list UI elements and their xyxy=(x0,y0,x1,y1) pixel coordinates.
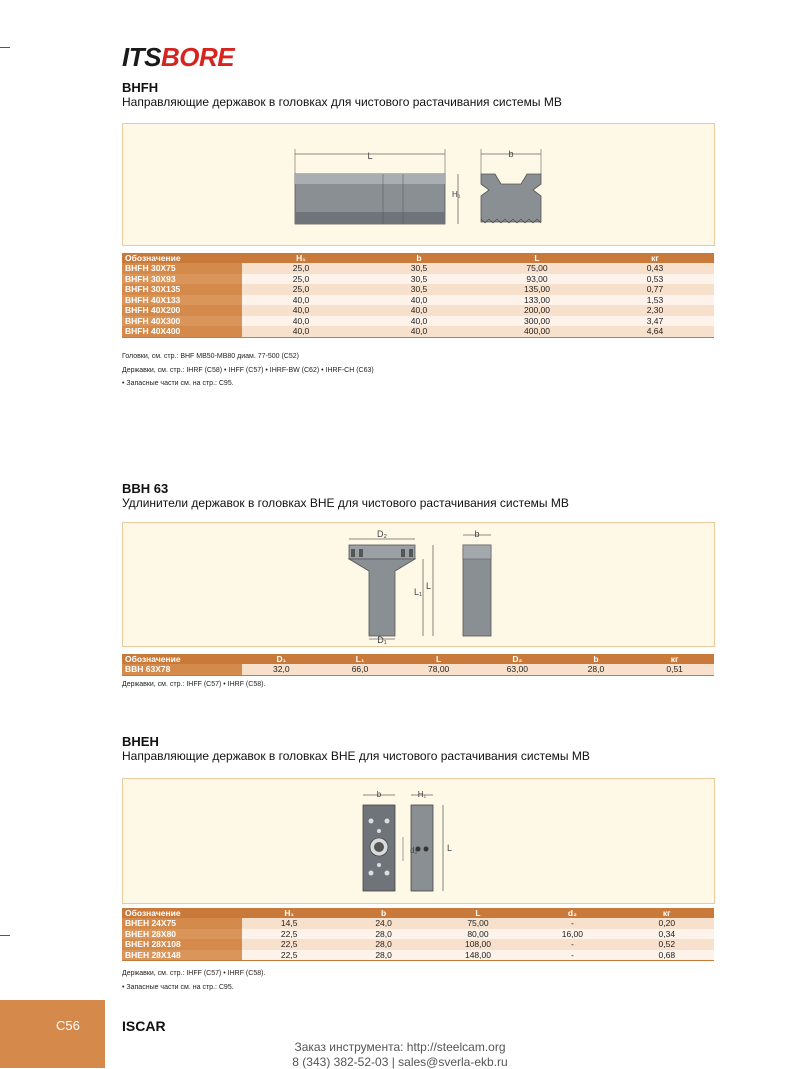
table-row xyxy=(122,284,714,295)
table-header-row xyxy=(122,908,714,918)
table-cell: 40,0 xyxy=(242,316,360,327)
table-row xyxy=(122,929,714,940)
table-cell: - xyxy=(525,918,619,929)
table-row xyxy=(122,295,714,306)
col-header: L xyxy=(431,908,525,918)
footer-line-1: Заказ инструмента: http://steelcam.org xyxy=(294,1040,506,1054)
table-cell: 80,00 xyxy=(431,929,525,940)
dim-label-b: b xyxy=(508,149,514,159)
table-cell: BHEH 28X108 xyxy=(122,939,242,950)
figure-bhfh xyxy=(122,123,715,246)
table-cell: BHFH 40X400 xyxy=(122,326,242,337)
spec-table-bhfh xyxy=(122,253,714,338)
table-cell: BHFH 40X133 xyxy=(122,295,242,306)
table-cell: 28,0 xyxy=(557,664,636,675)
col-header: L xyxy=(478,253,596,263)
dim-label-d2: d₂ xyxy=(410,846,418,855)
table-cell: 22,5 xyxy=(242,929,336,940)
table-row xyxy=(122,305,714,316)
table-cell: 0,53 xyxy=(596,274,714,285)
table-cell: 300,00 xyxy=(478,316,596,327)
table-cell: 108,00 xyxy=(431,939,525,950)
dim-label-L1: L₁ xyxy=(414,587,423,597)
col-header: b xyxy=(360,253,478,263)
table-cell: 28,0 xyxy=(336,939,430,950)
table-cell: BHFH 40X300 xyxy=(122,316,242,327)
page-number: C56 xyxy=(56,1018,80,1033)
logo-part2: BORE xyxy=(160,42,235,72)
table-cell: 0,34 xyxy=(620,929,714,940)
table-cell: BHFH 30X93 xyxy=(122,274,242,285)
dim-label-L: L xyxy=(367,151,373,161)
note: Державки, см. стр.: IHFF (C57) • IHRF (C58). xyxy=(122,681,266,688)
table-cell: 40,0 xyxy=(242,305,360,316)
table-cell: 22,5 xyxy=(242,950,336,961)
table-cell: 63,00 xyxy=(478,664,557,675)
dim-label-L: L xyxy=(447,843,453,853)
spec-table-bheh xyxy=(122,908,714,961)
table-cell: BHFH 30X135 xyxy=(122,284,242,295)
table-cell: 0,52 xyxy=(620,939,714,950)
note: Державки, см. стр.: IHRF (C58) • IHFF (C57) • IHRF-BW (C62) • IHRF-CH (C63) xyxy=(122,367,374,374)
table-cell: 22,5 xyxy=(242,939,336,950)
col-header: L₁ xyxy=(321,654,400,664)
table-cell: 40,0 xyxy=(360,295,478,306)
col-header: D₁ xyxy=(242,654,321,664)
spec-table-bbh xyxy=(122,654,714,676)
dim-label-b: b xyxy=(474,529,480,539)
dim-label-b: b xyxy=(376,790,382,799)
section-code-bhfh: BHFH xyxy=(122,80,159,95)
col-header: b xyxy=(336,908,430,918)
col-header: кг xyxy=(596,253,714,263)
table-cell: BHFH 30X75 xyxy=(122,263,242,274)
table-cell: 16,00 xyxy=(525,929,619,940)
table-cell: 40,0 xyxy=(360,305,478,316)
table-cell: 75,00 xyxy=(431,918,525,929)
table-cell: BHEH 28X80 xyxy=(122,929,242,940)
table-cell: 24,0 xyxy=(336,918,430,929)
table-cell: 32,0 xyxy=(242,664,321,675)
section-desc-bhfh: Направляющие державок в головках для чистового растачивания системы MB xyxy=(122,95,562,109)
table-header-row xyxy=(122,654,714,664)
table-cell: 148,00 xyxy=(431,950,525,961)
table-cell: 0,20 xyxy=(620,918,714,929)
table-cell: - xyxy=(525,939,619,950)
crop-mark xyxy=(0,47,10,48)
table-cell: 28,0 xyxy=(336,950,430,961)
table-cell: 400,00 xyxy=(478,326,596,337)
table-cell: 30,5 xyxy=(360,274,478,285)
col-header: H₁ xyxy=(242,908,336,918)
col-header: H₁ xyxy=(242,253,360,263)
col-header: Обозначение xyxy=(122,908,242,918)
table-cell: BHEH 28X148 xyxy=(122,950,242,961)
table-cell: 14,5 xyxy=(242,918,336,929)
table-cell: 93,00 xyxy=(478,274,596,285)
table-cell: 25,0 xyxy=(242,263,360,274)
table-row xyxy=(122,263,714,274)
table-cell: 0,43 xyxy=(596,263,714,274)
itsbore-logo xyxy=(122,42,234,73)
table-cell: 1,53 xyxy=(596,295,714,306)
dim-label-L: L xyxy=(426,581,432,591)
table-row xyxy=(122,939,714,950)
section-desc-bbh: Удлинители державок в головках BHE для чистового растачивания системы MB xyxy=(122,496,569,510)
brand-label: ISCAR xyxy=(122,1018,166,1034)
col-header: D₂ xyxy=(478,654,557,664)
logo-part1: ITS xyxy=(122,42,161,72)
table-row xyxy=(122,918,714,929)
table-cell: 30,5 xyxy=(360,263,478,274)
figure-bheh xyxy=(122,778,715,904)
table-cell: 133,00 xyxy=(478,295,596,306)
table-cell: 135,00 xyxy=(478,284,596,295)
crop-mark xyxy=(0,935,10,936)
note: • Запасные части см. на стр.: C95. xyxy=(122,984,234,991)
bheh-drawing xyxy=(123,779,714,903)
section-code-bheh: BHEH xyxy=(122,734,159,749)
table-cell: BHFH 40X200 xyxy=(122,305,242,316)
col-header: Обозначение xyxy=(122,253,242,263)
table-row xyxy=(122,664,714,675)
figure-bbh xyxy=(122,522,715,647)
bhfh-drawing xyxy=(123,124,714,245)
table-header-row xyxy=(122,253,714,263)
dim-label-H: H₁ xyxy=(452,190,461,199)
col-header: кг xyxy=(635,654,714,664)
dim-label-D2: D₂ xyxy=(377,529,387,539)
table-cell: 78,00 xyxy=(399,664,478,675)
footer-line-2: 8 (343) 382-52-03 | sales@sverla-ekb.ru xyxy=(292,1055,508,1069)
table-cell: 30,5 xyxy=(360,284,478,295)
table-cell: 40,0 xyxy=(242,295,360,306)
table-cell: 3,47 xyxy=(596,316,714,327)
table-cell: 66,0 xyxy=(321,664,400,675)
table-cell: 25,0 xyxy=(242,274,360,285)
bbh-drawing xyxy=(123,523,714,646)
dim-label-H1: H₁ xyxy=(417,790,427,799)
table-row xyxy=(122,274,714,285)
table-cell: BHEH 24X75 xyxy=(122,918,242,929)
col-header: b xyxy=(557,654,636,664)
table-cell: 0,77 xyxy=(596,284,714,295)
table-cell: 40,0 xyxy=(242,326,360,337)
table-cell: 40,0 xyxy=(360,316,478,327)
section-code-bbh: BBH 63 xyxy=(122,481,169,496)
col-header: Обозначение xyxy=(122,654,242,664)
table-cell: 40,0 xyxy=(360,326,478,337)
col-header: d₂ xyxy=(525,908,619,918)
table-cell: 2,30 xyxy=(596,305,714,316)
col-header: L xyxy=(399,654,478,664)
table-row xyxy=(122,950,714,961)
dim-label-D1: D₁ xyxy=(377,635,387,645)
table-cell: 28,0 xyxy=(336,929,430,940)
table-cell: 0,68 xyxy=(620,950,714,961)
table-cell: 200,00 xyxy=(478,305,596,316)
table-row xyxy=(122,326,714,337)
table-cell: 0,51 xyxy=(635,664,714,675)
note: Головки, см. стр.: BHF MB50-MB80 диам. 77-500 (C52) xyxy=(122,353,299,360)
note: • Запасные части см. на стр.: C95. xyxy=(122,380,234,387)
section-desc-bheh: Направляющие державок в головках BHE для чистового растачивания системы MB xyxy=(122,749,590,763)
table-cell: - xyxy=(525,950,619,961)
table-cell: 75,00 xyxy=(478,263,596,274)
table-row xyxy=(122,316,714,327)
table-cell: BBH 63X78 xyxy=(122,664,242,675)
col-header: кг xyxy=(620,908,714,918)
note: Державки, см. стр.: IHFF (C57) • IHRF (C58). xyxy=(122,970,266,977)
table-cell: 4,64 xyxy=(596,326,714,337)
table-cell: 25,0 xyxy=(242,284,360,295)
